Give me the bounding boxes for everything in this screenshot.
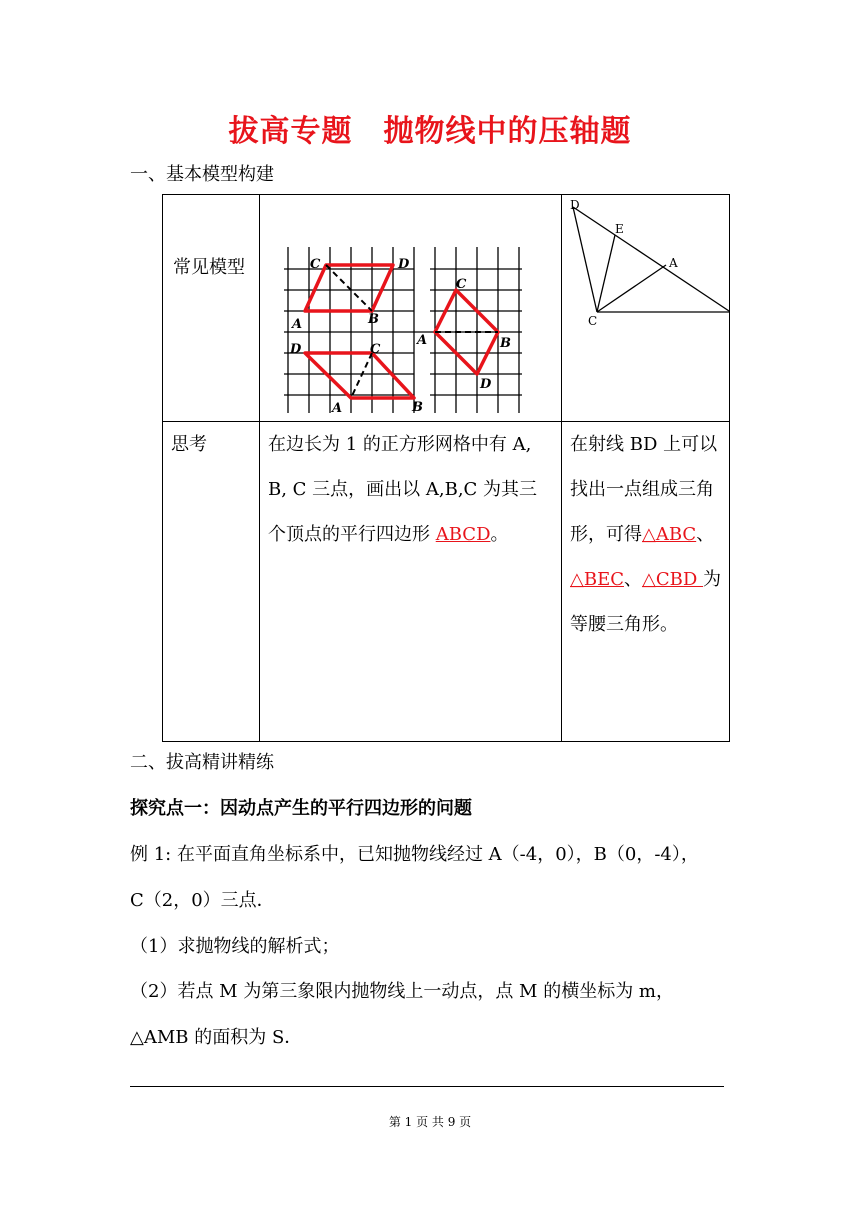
label-D-right: D [480,377,492,392]
triangle-lines [573,207,729,312]
label-B-bottom: B [412,400,423,415]
think-text-parallelogram [260,422,561,557]
row-label-cell-2 [163,422,260,742]
grid-point-labels [289,257,511,416]
isosceles-triangle-figure [562,195,729,417]
explore-heading: 探究点一：因动点产生的平行四边形的问题 [130,798,472,819]
section-heading-1: 一、基本模型构建 [130,164,274,185]
label-C-top: C [310,257,321,272]
model-table [162,194,730,742]
sep-1: 、 [696,524,715,545]
label-A-bottom: A [332,401,343,416]
label-A-right: A [417,333,428,348]
label-A-left: A [292,317,303,332]
example-line-1: 例 1: 在平面直角坐标系中，已知抛物线经过 A（-4，0），B（0，-4）， [130,844,699,865]
label-B-right: B [500,336,511,351]
footer-divider [130,1086,724,1087]
question-1: （1）求抛物线的解析式； [130,936,340,957]
label-D-bottom: D [290,342,302,357]
answer-abc: △ABC [642,524,697,545]
grid-figure-cell [260,195,562,422]
parallelogram-grid-figure [260,195,561,417]
label-A: A [669,256,678,270]
answer-bec: △BEC [570,569,624,590]
answer-abcd: ABCD [435,524,491,545]
label-E: E [615,222,624,236]
think-text-plain-2: 为等腰三角形。 [570,569,721,635]
label-C-bottom: C [370,342,381,357]
think-text-plain: 在边长为 1 的正方形网格中有 A, B, C 三点，画出以 A,B,C 为其三个顶点的平行四边形 [268,434,538,545]
page-title: 拔高专题 抛物线中的压轴题 [228,114,632,149]
example-line-2: C（2，0）三点． [130,890,275,911]
label-C: C [588,314,598,328]
think-text-end: 。 [490,524,509,545]
row-label-think: 思考 [171,434,207,455]
row-label-cell [163,195,260,422]
row-label-models: 常见模型 [173,257,245,278]
page-footer: 第 1 页 共 9 页 [388,1115,472,1129]
think-text-plain-1: 在射线 BD 上可以找出一点组成三角形，可得 [570,434,718,545]
label-D: D [570,198,580,212]
label-B-top: B [368,312,379,327]
think-cell-triangle [562,422,730,742]
label-D-top: D [398,257,410,272]
answer-cbd: △CBD [641,569,703,590]
question-2-line-2: △AMB 的面积为 S． [130,1027,303,1048]
triangle-figure-cell [562,195,730,422]
think-cell-parallelogram [260,422,562,742]
sep-2: 、 [623,569,642,590]
question-2-line-1: （2）若点 M 为第三象限内抛物线上一动点，点 M 的横坐标为 m， [130,981,674,1002]
parallelogram-bottom-left [305,353,414,398]
label-C-right: C [456,277,467,292]
section-heading-2: 二、拔高精讲精练 [130,752,274,773]
think-text-triangle [562,422,729,647]
